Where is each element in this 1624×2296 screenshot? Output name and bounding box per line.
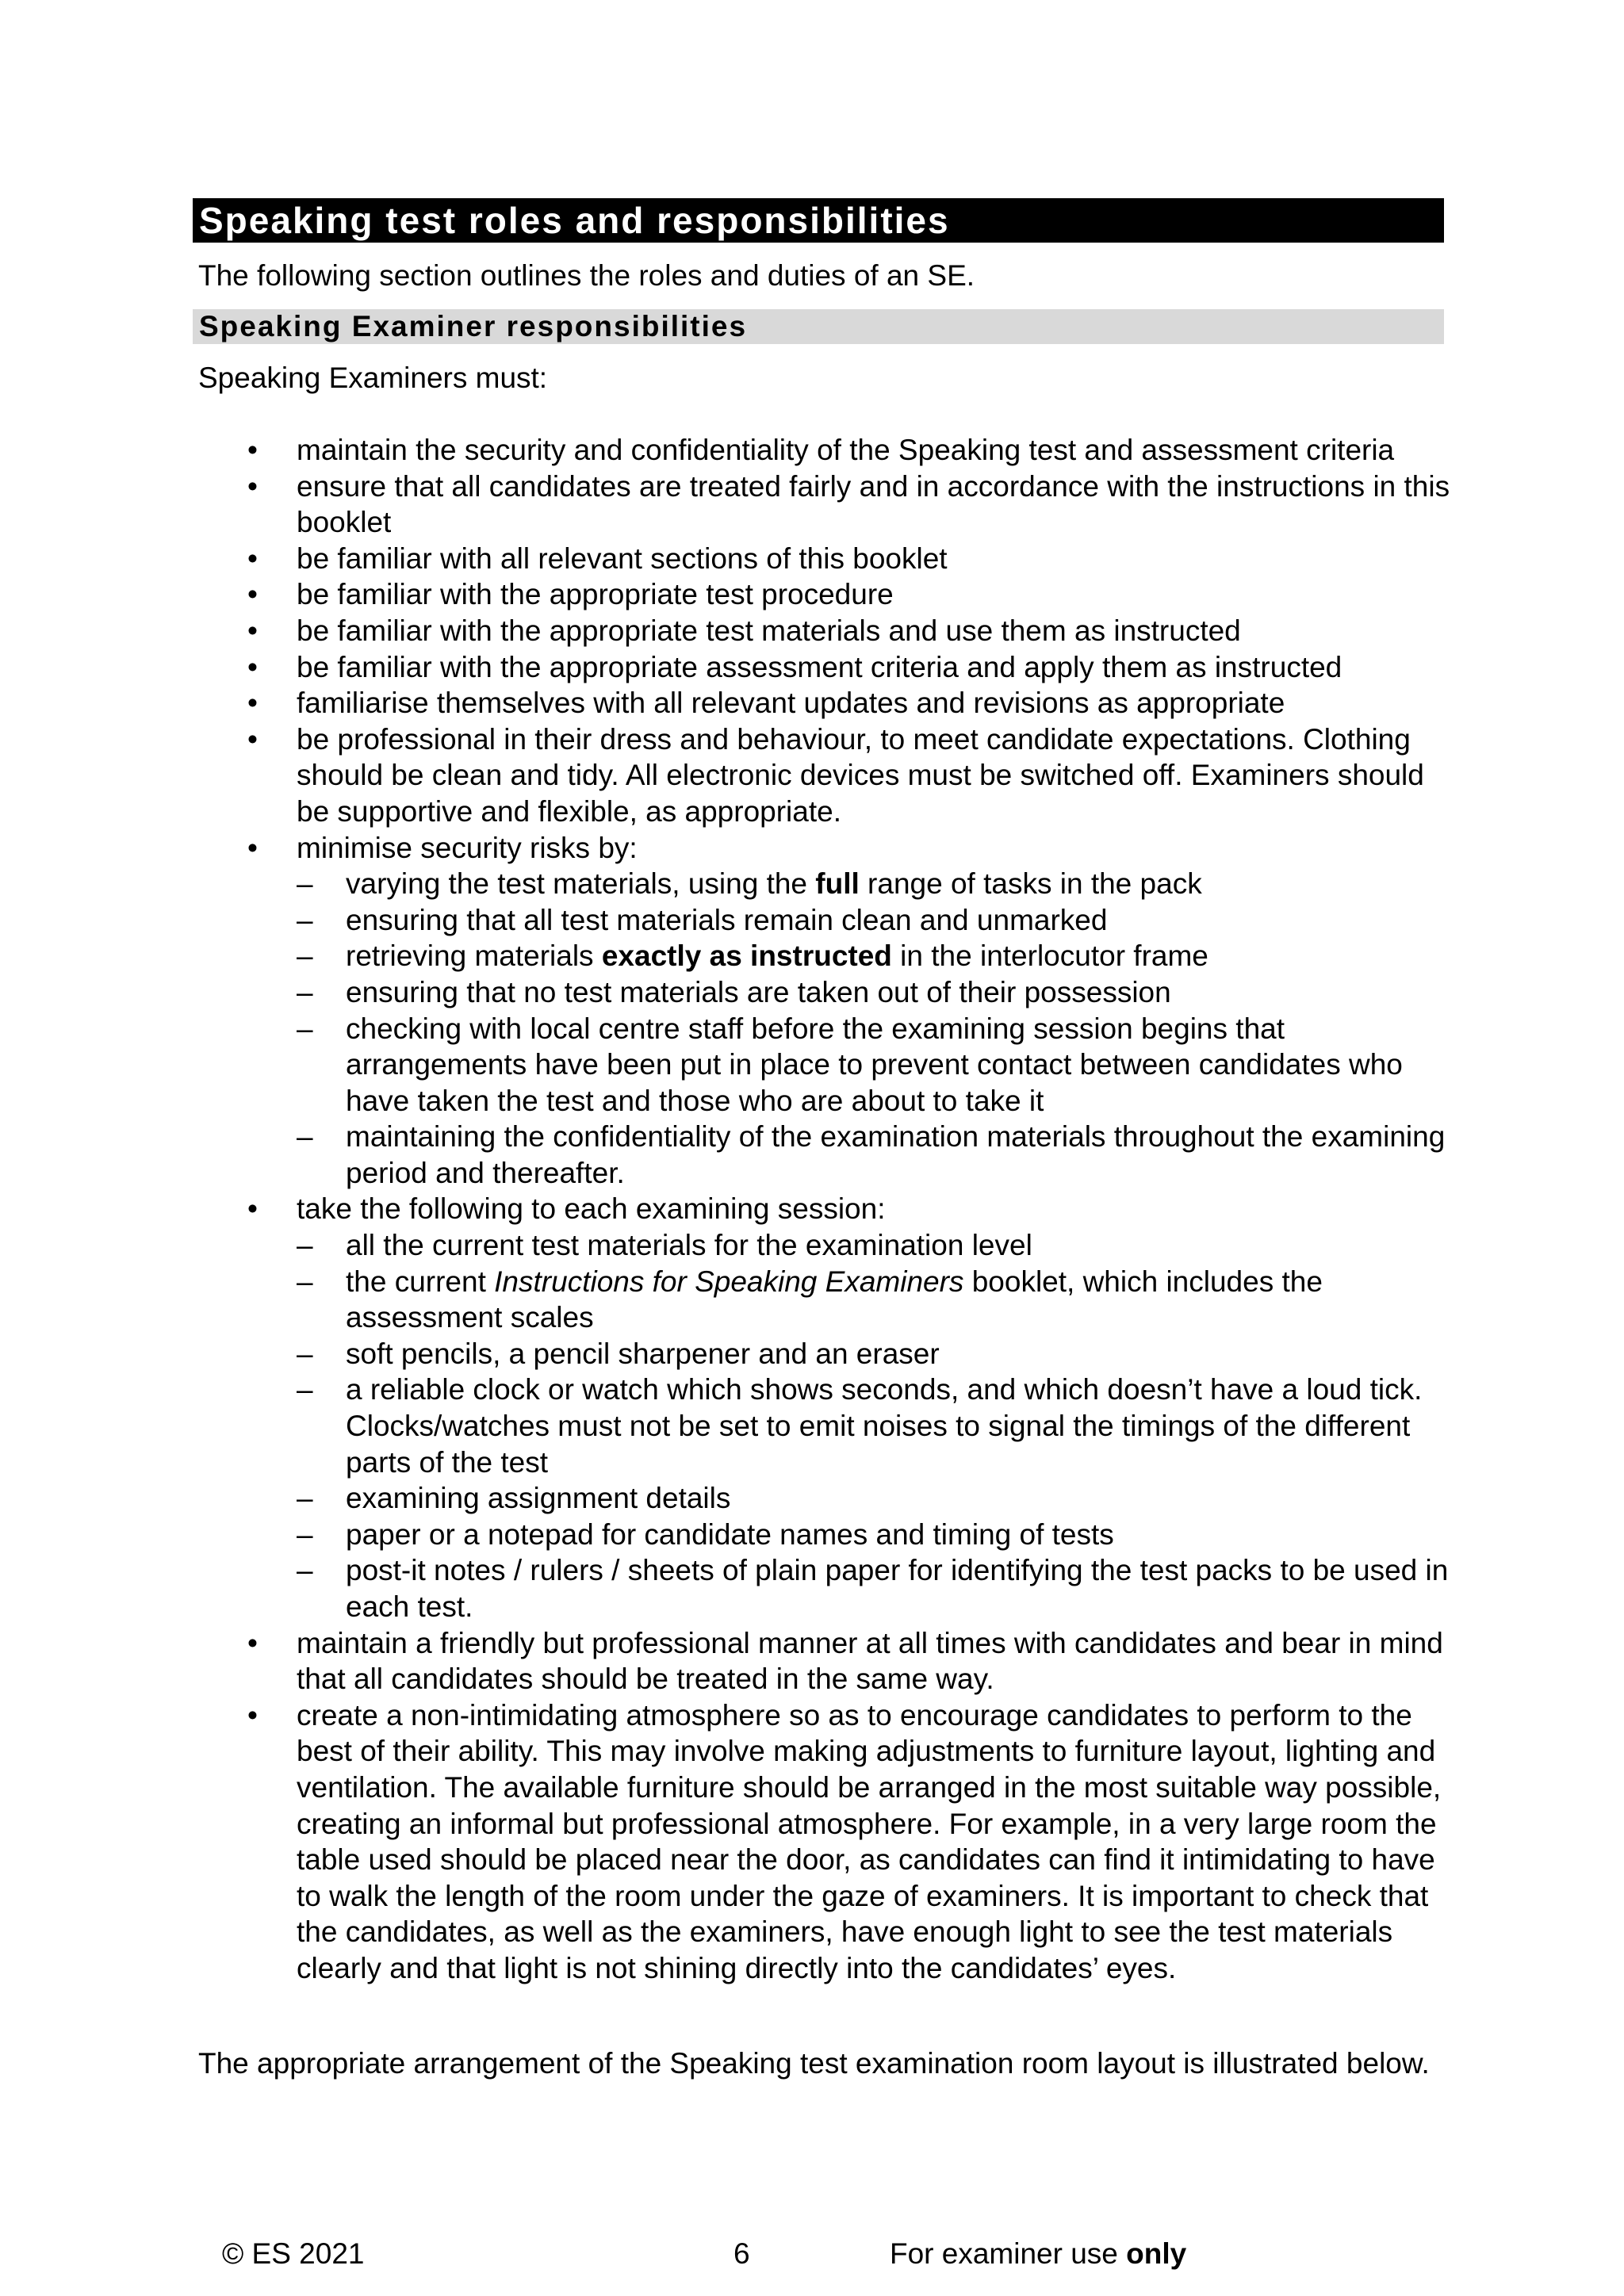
dash-marker: – xyxy=(297,1482,313,1515)
list-item: • be professional in their dress and behaviour, to meet candidate expectations. Clothing should be clean and tidy. All electronic devices must be switched off. Examiners should be supportive and flexible, as appropriate. xyxy=(247,722,1424,828)
list-item: • minimise security risks by: – varying the test materials, using the full range of tasks in the pack – ensuring that all test materials remain clean and unmarked – retrieving materials exactly as instructed in the interlocutor frame – ensuring that no test materials are taken out of their possession – checking with local centre staff before the examining session begins that arrangements have been put in place to prevent contact between candidates who have taken the test and those who are about to take it – maintaining the confidentiality of the examination materials throughout the examining period and thereafter. xyxy=(198,830,1451,1192)
responsibilities-list xyxy=(198,432,1451,1987)
list-item: • create a non-intimidating atmosphere so as to encourage candidates to perform to the best of their ability. This may involve making adjustments to furniture layout, lighting and ventilation. The available furniture should be arranged in the most suitable way possible, creating an informal but professional atmosphere. For example, in a very large room the table used should be placed near the door, as candidates can find it intimidating to have to walk the length of the room under the gaze of examiners. It is important to check that the candidates, as well as the examiners, have enough light to see the test materials clearly and that light is not shining directly into the candidates’ eyes. xyxy=(247,1698,1442,1984)
sublist-item: – ensuring that all test materials remain clean and unmarked xyxy=(297,902,1451,939)
bullet-marker: • xyxy=(247,650,258,683)
list-item: • be familiar with the appropriate test materials and use them as instructed xyxy=(198,613,1451,649)
bullet-marker: • xyxy=(247,614,258,647)
lead-text: Speaking Examiners must: xyxy=(198,362,548,394)
bullet-marker: • xyxy=(247,687,258,720)
bullet-marker: • xyxy=(247,541,258,575)
sublist-item: – a reliable clock or watch which shows seconds, and which doesn’t have a loud tick. Clocks/watches must not be set to emit noises to signal the timings of the different parts of the test xyxy=(297,1373,1423,1479)
sublist-item: – soft pencils, a pencil sharpener and an eraser xyxy=(297,1336,1451,1372)
security-risks-sublist xyxy=(297,866,1451,1191)
dash-marker: – xyxy=(297,939,313,973)
list-item: • be familiar with all relevant sections of this booklet xyxy=(198,541,1451,577)
bullet-marker: • xyxy=(247,469,258,503)
session-items-sublist xyxy=(297,1227,1451,1625)
sublist-item: – the current Instructions for Speaking Examiners booklet, which includes the assessment scales xyxy=(297,1265,1323,1334)
dash-marker: – xyxy=(297,1012,313,1045)
dash-marker: – xyxy=(297,1517,313,1551)
list-item: • be familiar with the appropriate test procedure xyxy=(198,576,1451,613)
dash-marker: – xyxy=(297,1120,313,1154)
dash-marker: – xyxy=(297,867,313,901)
footer-copyright: © ES 2021 xyxy=(222,2237,365,2270)
footer-page-number: 6 xyxy=(733,2237,750,2270)
sublist-item: – maintaining the confidentiality of the examination materials throughout the examining period and thereafter. xyxy=(297,1120,1446,1189)
list-item: • maintain the security and confidentiality of the Speaking test and assessment criteria xyxy=(198,432,1451,469)
dash-marker: – xyxy=(297,975,313,1008)
bullet-marker: • xyxy=(247,1626,258,1659)
list-item: • ensure that all candidates are treated fairly and in accordance with the instructions in this booklet xyxy=(247,469,1450,539)
sublist-item: – examining assignment details xyxy=(297,1480,1451,1517)
sublist-item: – retrieving materials exactly as instructed in the interlocutor frame xyxy=(297,938,1451,974)
subsection-heading: Speaking Examiner responsibilities xyxy=(193,309,1444,344)
list-item: • familiarise themselves with all relevant updates and revisions as appropriate xyxy=(198,685,1451,721)
intro-text: The following section outlines the roles and duties of an SE. xyxy=(198,259,975,292)
section-heading: Speaking test roles and responsibilities xyxy=(193,198,1444,243)
bullet-marker: • xyxy=(247,722,258,756)
footer-note: For examiner use only xyxy=(890,2237,1187,2270)
dash-marker: – xyxy=(297,1554,313,1587)
dash-marker: – xyxy=(297,903,313,936)
sublist-item: – varying the test materials, using the full range of tasks in the pack xyxy=(297,866,1451,902)
sublist-item: – paper or a notepad for candidate names and timing of tests xyxy=(297,1517,1451,1553)
list-item: • maintain a friendly but professional manner at all times with candidates and bear in mind that all candidates should be treated in the same way. xyxy=(247,1626,1443,1696)
dash-marker: – xyxy=(297,1337,313,1370)
list-item: • take the following to each examining session: – all the current test materials for the examination level – the current Instructions for Speaking Examiners booklet, which includes the assessment scales – soft pencils, a pencil sharpener and an eraser – a reliable clock or watch which shows seconds, and which doesn’t have a loud tick. Clocks/watches must not be set to emit noises to signal the timings of the different parts of the test – examining assignment details – paper or a notepad for candidate names and timing of tests – post-it notes / rulers / sheets of plain paper for identifying the test packs to be used in each test. xyxy=(198,1191,1451,1624)
sublist-item: – checking with local centre staff before the examining session begins that arrangements have been put in place to prevent contact between candidates who have taken the test and those who are about to take it xyxy=(297,1012,1403,1117)
dash-marker: – xyxy=(297,1373,313,1406)
closing-paragraph: The appropriate arrangement of the Speaking test examination room layout is illustrated below. xyxy=(198,2047,1430,2080)
bullet-marker: • xyxy=(247,578,258,611)
list-item: • be familiar with the appropriate assessment criteria and apply them as instructed xyxy=(198,649,1451,686)
bullet-marker: • xyxy=(247,1192,258,1226)
dash-marker: – xyxy=(297,1229,313,1262)
sublist-item: – ensuring that no test materials are taken out of their possession xyxy=(297,974,1451,1011)
bullet-marker: • xyxy=(247,434,258,466)
dash-marker: – xyxy=(297,1265,313,1298)
bullet-marker: • xyxy=(247,1698,258,1732)
sublist-item: – all the current test materials for the examination level xyxy=(297,1227,1451,1264)
bullet-marker: • xyxy=(247,831,258,864)
sublist-item: – post-it notes / rulers / sheets of plain paper for identifying the test packs to be used in each test. xyxy=(297,1554,1449,1623)
